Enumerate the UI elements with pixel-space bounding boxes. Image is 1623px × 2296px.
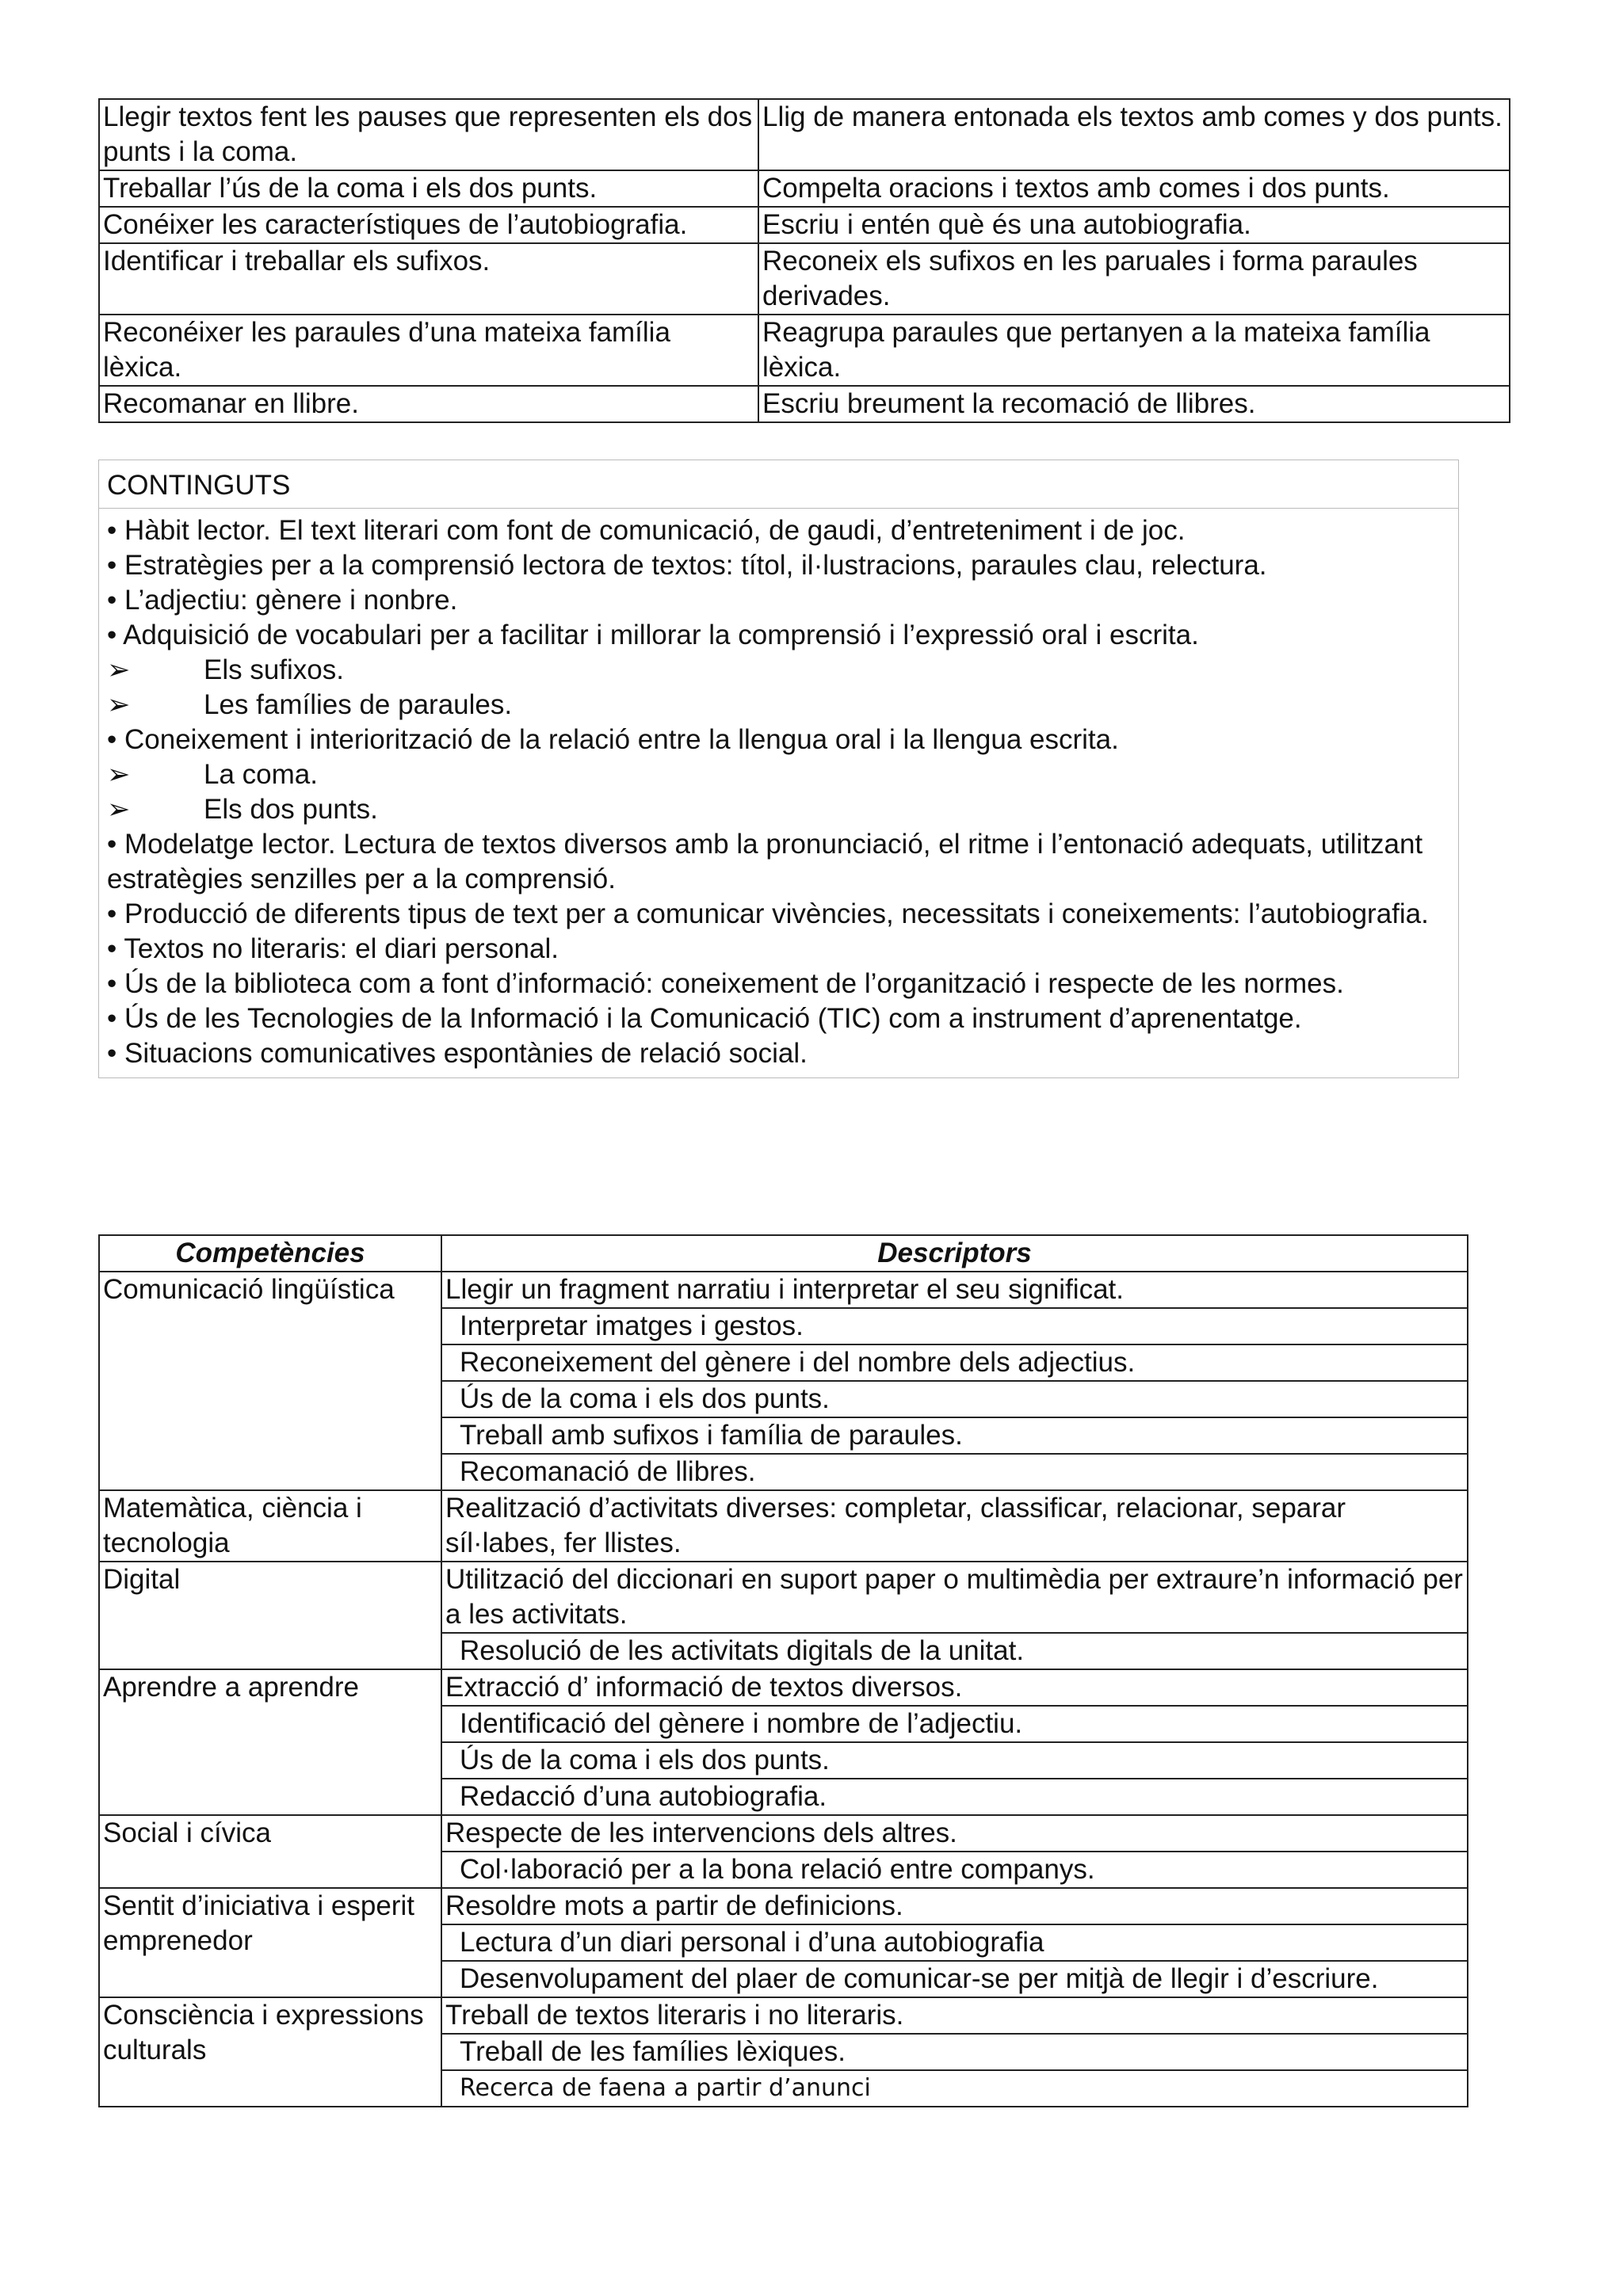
list-item bbox=[107, 583, 1450, 618]
table-row bbox=[99, 99, 1510, 170]
objective-text: Treballar l’ús de la coma i els dos punts. bbox=[99, 170, 758, 207]
objective-criterion: Compelta oracions i textos amb comes i dos punts. bbox=[758, 170, 1510, 207]
list-item bbox=[107, 548, 1450, 583]
bullet: • bbox=[107, 724, 117, 755]
list-item-text: Els dos punts. bbox=[204, 794, 378, 825]
descriptor: Col·laboració per a la bona relació entre companys. bbox=[441, 1852, 1468, 1888]
competence-name: Comunicació lingüística bbox=[99, 1272, 441, 1490]
descriptor: Identificació del gènere i nombre de l’adjectiu. bbox=[441, 1706, 1468, 1742]
objective-criterion: Escriu breument la recomació de llibres. bbox=[758, 386, 1510, 422]
table-header-row bbox=[99, 1235, 1468, 1272]
bullet: • bbox=[107, 620, 117, 650]
list-item bbox=[107, 618, 1450, 653]
list-item bbox=[107, 1001, 1450, 1036]
competence-name: Social i cívica bbox=[99, 1815, 441, 1888]
descriptor: Extracció d’ informació de textos diversos. bbox=[441, 1669, 1468, 1706]
contents-box bbox=[98, 460, 1459, 1078]
competences-header bbox=[99, 1235, 1468, 1272]
contents-list bbox=[99, 509, 1458, 1077]
list-item-text: Coneixement i interiorització de la relació entre la llengua oral i la llengua escrita. bbox=[124, 724, 1119, 755]
competence-name: Digital bbox=[99, 1562, 441, 1669]
competence-name: Aprendre a aprendre bbox=[99, 1669, 441, 1815]
descriptor: Redacció d’una autobiografia. bbox=[441, 1779, 1468, 1815]
column-header-competences: Competències bbox=[99, 1235, 441, 1272]
list-item bbox=[107, 932, 1450, 967]
list-item bbox=[107, 897, 1450, 932]
descriptor: Interpretar imatges i gestos. bbox=[441, 1308, 1468, 1344]
list-item-text: Textos no literaris: el diari personal. bbox=[124, 933, 559, 964]
descriptor: Ús de la coma i els dos punts. bbox=[441, 1742, 1468, 1779]
list-item-text: Situacions comunicatives espontànies de relació social. bbox=[124, 1038, 808, 1069]
objective-criterion: Escriu i entén què és una autobiografia. bbox=[758, 207, 1510, 243]
competence-name: Sentit d’iniciativa i esperit emprenedor bbox=[99, 1888, 441, 1997]
arrow-bullet-icon: ➢ bbox=[107, 759, 131, 790]
bullet: • bbox=[107, 968, 117, 999]
objective-text: Conéixer les característiques de l’autobiografia. bbox=[99, 207, 758, 243]
descriptor: Treball de les famílies lèxiques. bbox=[441, 2034, 1468, 2070]
bullet: • bbox=[107, 515, 117, 546]
competences-table bbox=[98, 1234, 1468, 2107]
descriptor: Treball de textos literaris i no literaris. bbox=[441, 1997, 1468, 2034]
descriptor: Realització d’activitats diverses: completar, classificar, relacionar, separar síl·labes, fer llistes. bbox=[441, 1490, 1468, 1562]
table-row bbox=[99, 170, 1510, 207]
table-row bbox=[99, 1997, 1468, 2034]
list-item bbox=[107, 827, 1450, 897]
objective-text: Reconéixer les paraules d’una mateixa família lèxica. bbox=[99, 315, 758, 386]
objective-criterion: Reconeix els sufixos en les paruales i forma paraules derivades. bbox=[758, 243, 1510, 315]
objectives-table bbox=[98, 98, 1510, 423]
descriptor: Llegir un fragment narratiu i interpretar el seu significat. bbox=[441, 1272, 1468, 1308]
list-item-text: Hàbit lector. El text literari com font de comunicació, de gaudi, d’entreteniment i de joc. bbox=[124, 515, 1186, 546]
list-item-text: Ús de la biblioteca com a font d’informació: coneixement de l’organització i respecte de les normes. bbox=[124, 968, 1344, 999]
competence-name: Matemàtica, ciència i tecnologia bbox=[99, 1490, 441, 1562]
descriptor: Recomanació de llibres. bbox=[441, 1454, 1468, 1490]
list-item bbox=[107, 967, 1450, 1001]
list-item-text: Estratègies per a la comprensió lectora de textos: títol, il·lustracions, paraules clau, relectura. bbox=[124, 550, 1267, 581]
list-item bbox=[107, 513, 1450, 548]
sub-list-item bbox=[107, 757, 1450, 792]
list-item-text: Modelatge lector. Lectura de textos diversos amb la pronunciació, el ritme i l’entonació adequats, utilitzant estratègies senzilles per a la comprensió. bbox=[107, 829, 1423, 894]
arrow-bullet-icon: ➢ bbox=[107, 654, 131, 685]
list-item-text: Ús de les Tecnologies de la Informació i la Comunicació (TIC) com a instrument d’aprenentatge. bbox=[124, 1003, 1302, 1034]
descriptor: Recerca de faena a partir d’anunci bbox=[441, 2070, 1468, 2107]
objective-text: Llegir textos fent les pauses que representen els dos punts i la coma. bbox=[99, 99, 758, 170]
bullet: • bbox=[107, 550, 117, 581]
list-item-text: Les famílies de paraules. bbox=[204, 689, 513, 720]
arrow-bullet-icon: ➢ bbox=[107, 689, 131, 720]
descriptor: Desenvolupament del plaer de comunicar-se per mitjà de llegir i d’escriure. bbox=[441, 1961, 1468, 1997]
bullet: • bbox=[107, 933, 117, 964]
table-row bbox=[99, 1490, 1468, 1562]
list-item-text: Producció de diferents tipus de text per a comunicar vivències, necessitats i coneixements: l’autobiografia. bbox=[124, 898, 1429, 929]
table-row bbox=[99, 243, 1510, 315]
list-item bbox=[107, 723, 1450, 757]
arrow-bullet-icon: ➢ bbox=[107, 794, 131, 825]
table-row bbox=[99, 207, 1510, 243]
objective-criterion: Reagrupa paraules que pertanyen a la mateixa família lèxica. bbox=[758, 315, 1510, 386]
table-row bbox=[99, 1562, 1468, 1633]
bullet: • bbox=[107, 585, 117, 616]
list-item-text: L’adjectiu: gènere i nonbre. bbox=[124, 585, 458, 616]
table-row bbox=[99, 1272, 1468, 1308]
list-item bbox=[107, 1036, 1450, 1071]
descriptor: Lectura d’un diari personal i d’una autobiografia bbox=[441, 1924, 1468, 1961]
objective-criterion: Llig de manera entonada els textos amb comes y dos punts. bbox=[758, 99, 1510, 170]
sub-list-item bbox=[107, 653, 1450, 688]
column-header-descriptors: Descriptors bbox=[441, 1235, 1468, 1272]
table-row bbox=[99, 1669, 1468, 1706]
bullet: • bbox=[107, 1038, 117, 1069]
list-item-text: La coma. bbox=[204, 759, 318, 790]
objective-text: Identificar i treballar els sufixos. bbox=[99, 243, 758, 315]
bullet: • bbox=[107, 1003, 117, 1034]
descriptor: Reconeixement del gènere i del nombre dels adjectius. bbox=[441, 1344, 1468, 1381]
list-item-text: Els sufixos. bbox=[204, 654, 344, 685]
table-row bbox=[99, 1888, 1468, 1924]
descriptor: Ús de la coma i els dos punts. bbox=[441, 1381, 1468, 1417]
list-item-text: Adquisició de vocabulari per a facilitar i millorar la comprensió i l’expressió oral i escrita. bbox=[123, 620, 1199, 650]
objective-text: Recomanar en llibre. bbox=[99, 386, 758, 422]
table-row bbox=[99, 386, 1510, 422]
bullet: • bbox=[107, 898, 117, 929]
sub-list-item bbox=[107, 688, 1450, 723]
competence-name: Consciència i expressions culturals bbox=[99, 1997, 441, 2107]
table-row bbox=[99, 315, 1510, 386]
objectives-body bbox=[99, 99, 1510, 422]
contents-title: CONTINGUTS bbox=[99, 460, 1458, 509]
table-row bbox=[99, 1815, 1468, 1852]
descriptor: Resolució de les activitats digitals de la unitat. bbox=[441, 1633, 1468, 1669]
descriptor: Respecte de les intervencions dels altres. bbox=[441, 1815, 1468, 1852]
sub-list-item bbox=[107, 792, 1450, 827]
competences-body bbox=[99, 1272, 1468, 2107]
bullet: • bbox=[107, 829, 117, 860]
descriptor: Resoldre mots a partir de definicions. bbox=[441, 1888, 1468, 1924]
descriptor: Treball amb sufixos i família de paraules. bbox=[441, 1417, 1468, 1454]
descriptor: Utilització del diccionari en suport paper o multimèdia per extraure’n informació per a les activitats. bbox=[441, 1562, 1468, 1633]
